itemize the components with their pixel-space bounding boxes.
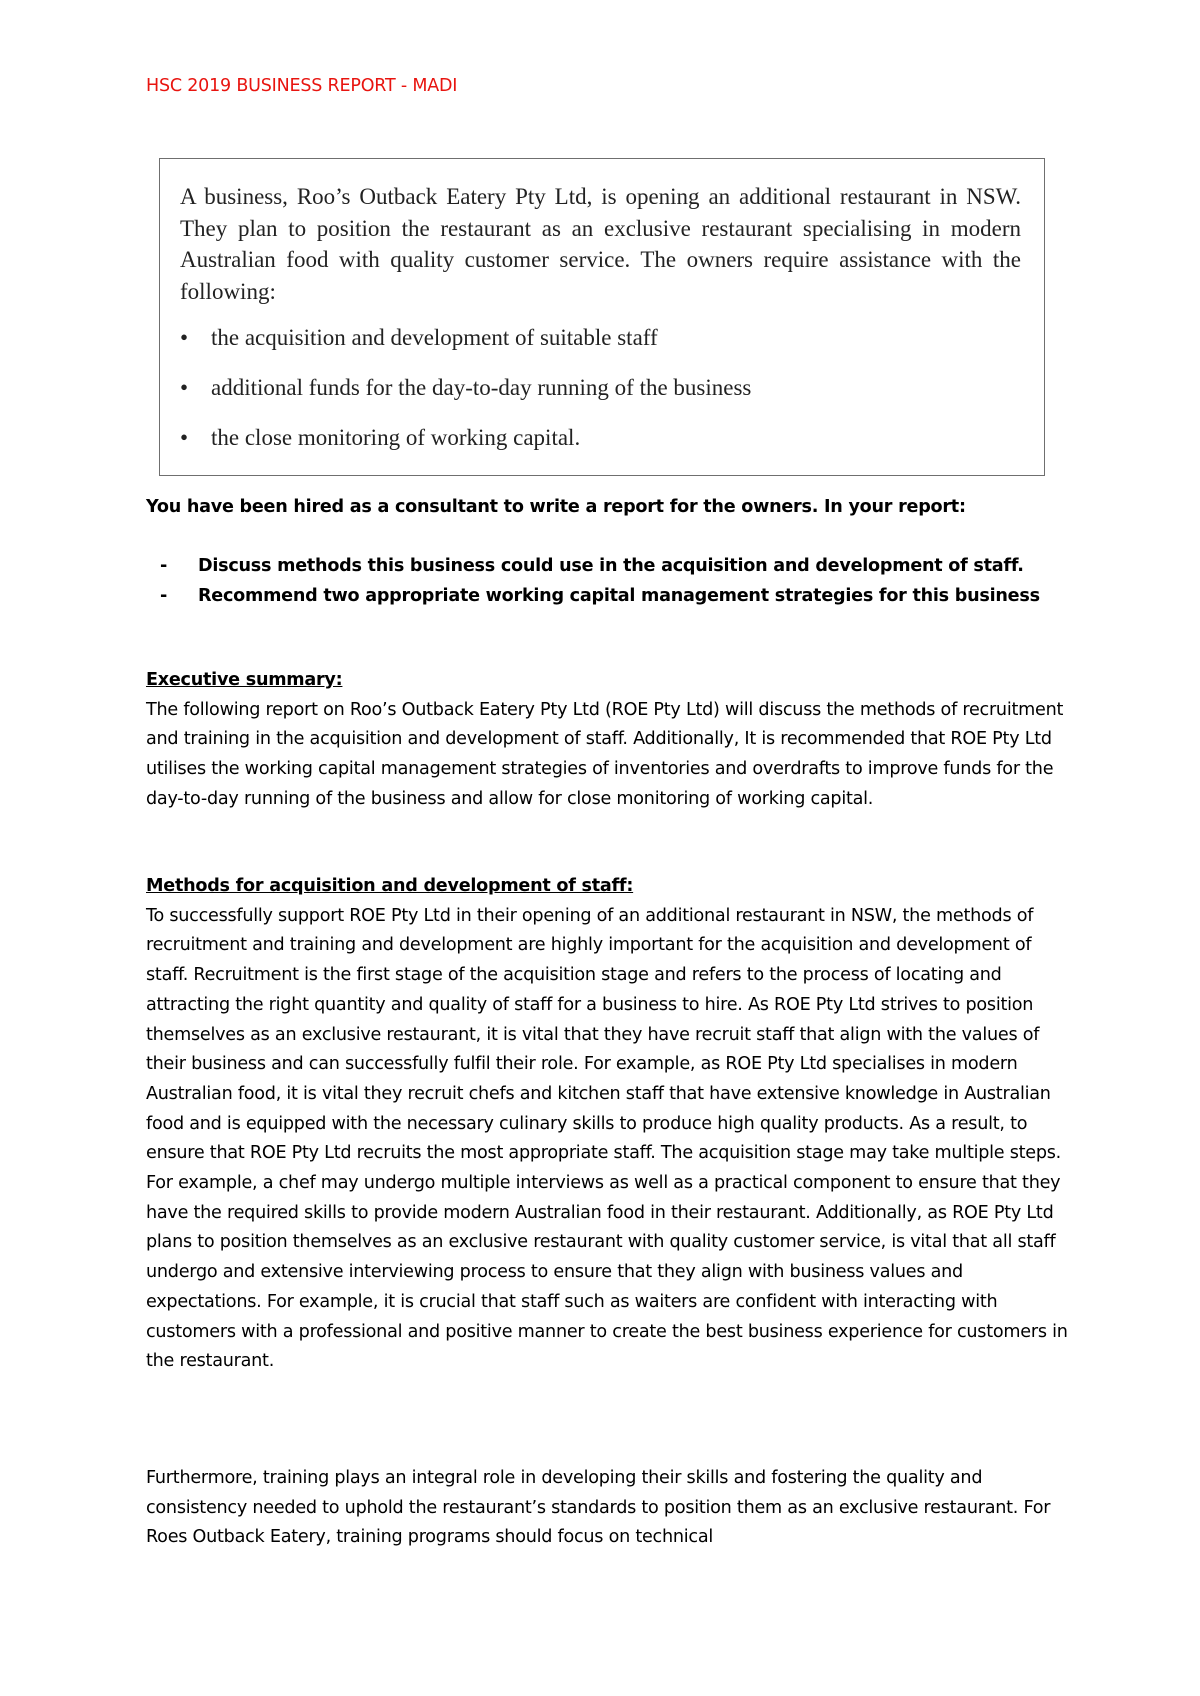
executive-summary-section [146,666,1076,815]
task-intro: You have been hired as a consultant to write a report for the owners. In your report: [146,497,966,517]
methods-text: To successfully support ROE Pty Ltd in their opening of an additional restaurant in NSW, the methods of recruitment and training and development are highly important for the acquisition and development of staff. Recruitment is the first stage of the acquisition stage and refers to the process of locating and attracting the right quantity and quality of staff for a business to hire. As ROE Pty Ltd strives to position themselves as an exclusive restaurant, it is vital that they have recruit staff that align with the values of their business and can successfully fulfil their role. For example, as ROE Pty Ltd specialises in modern Australian food, it is vital they recruit chefs and kitchen staff that have extensive knowledge in Australian food and is equipped with the necessary culinary skills to produce high quality products. As a result, to ensure that ROE Pty Ltd recruits the most appropriate staff. The acquisition stage may take multiple steps. For example, a chef may undergo multiple interviews as well as a practical component to ensure that they have the required skills to provide modern Australian food in their restaurant. Additionally, as ROE Pty Ltd plans to position themselves as an exclusive restaurant with quality customer service, is vital that all staff undergo and extensive interviewing process to ensure that they align with business values and expectations. For example, it is crucial that staff such as waiters are confident with interacting with customers with a professional and positive manner to create the best business experience for customers in the restaurant. [146,905,1068,1372]
scenario-bullet-item [180,372,1021,403]
dash-marker: - [160,585,168,606]
dash-marker: - [160,556,168,576]
scenario-bullet-text: the close monitoring of working capital. [211,425,581,450]
task-item-text: Recommend two appropriate working capital management strategies for this business [198,585,1040,606]
methods-heading: Methods for acquisition and development of staff: [146,876,634,896]
training-text: Furthermore, training plays an integral role in developing their skills and fostering the quality and consistency needed to uphold the restaurant’s standards to position them as an exclusive restaurant. For Roes Outback Eatery, training programs should focus on technical [146,1468,1051,1548]
scenario-bullet-item [180,322,1021,353]
report-header: HSC 2019 BUSINESS REPORT - MADI [146,76,458,96]
scenario-paragraph: A business, Roo’s Outback Eatery Pty Ltd, is opening an additional restaurant in NSW. They plan to position the restaurant as an exclusive restaurant specialising in modern Australian food with quality customer service. The owners require assistance with the following: [180,184,1021,304]
scenario-box [159,158,1045,476]
task-item [146,552,1076,582]
task-item-text: Discuss methods this business could use in the acquisition and development of staff. [198,556,1024,576]
bullet-icon: • [180,425,189,450]
executive-summary-text: The following report on Roo’s Outback Eatery Pty Ltd (ROE Pty Ltd) will discuss the methods of recruitment and training in the acquisition and development of staff. Additionally, It is recommended that ROE Pty Ltd utilises the working capital management strategies of inventories and overdrafts to improve funds for the day-to-day running of the business and allow for close monitoring of working capital. [146,699,1064,809]
methods-section [146,872,1076,1377]
scenario-bullet-text: the acquisition and development of suitable staff [211,325,658,350]
bullet-icon: • [180,325,189,350]
task-list [146,552,1076,611]
training-section [146,1464,1076,1553]
task-item [146,582,1076,612]
scenario-bullet-text: additional funds for the day-to-day running of the business [211,375,752,400]
bullet-icon: • [180,375,189,400]
scenario-bullet-list [180,322,1021,453]
scenario-bullet-item [180,422,1021,453]
executive-summary-heading: Executive summary: [146,670,343,690]
